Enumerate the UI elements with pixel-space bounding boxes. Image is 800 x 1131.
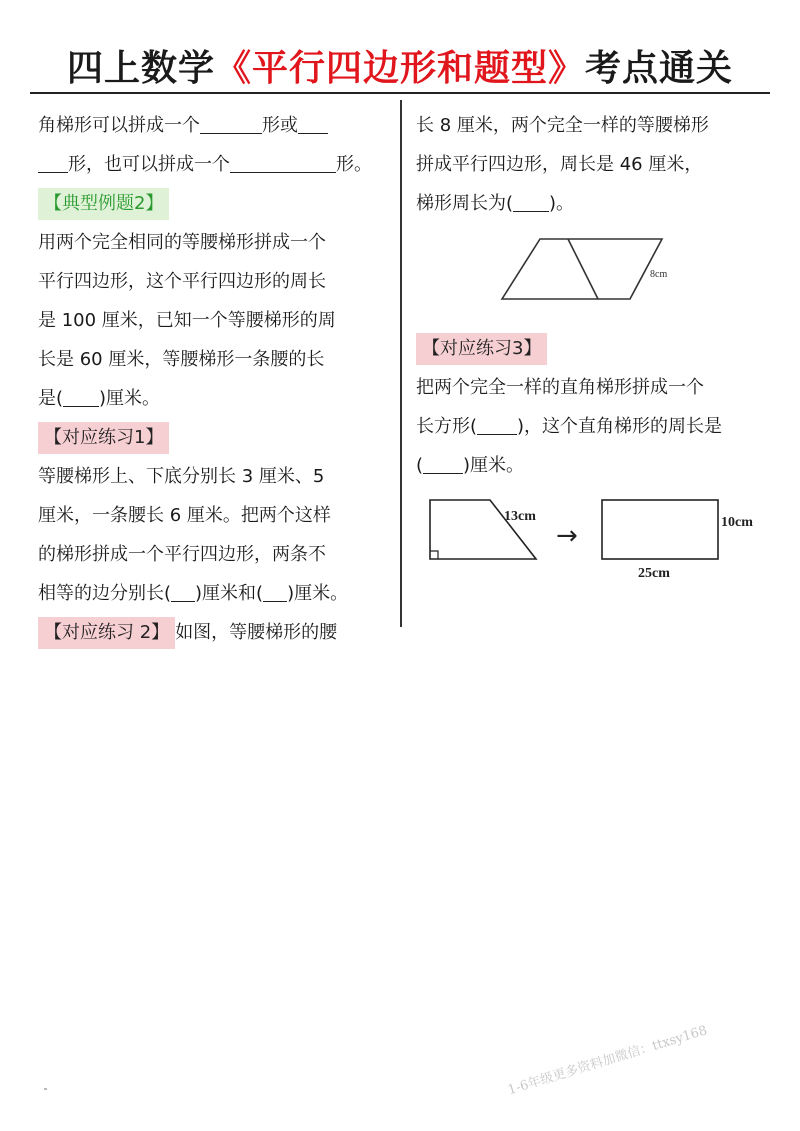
title-highlight: 《平行四边形和题型》 [214, 48, 585, 89]
title-prefix: 四上数学 [66, 48, 215, 89]
arrow-icon: → [556, 521, 578, 551]
question-text: )，这个直角梯形的周长是 [517, 416, 723, 437]
trapezoid-split-line [568, 239, 598, 299]
example2-line: 平行四边形，这个平行四边形的周长 [38, 271, 326, 292]
answer-blank [230, 150, 336, 173]
rect-height-label: 10cm [721, 515, 753, 530]
practice1-answer-line [38, 574, 394, 613]
question-text: 是( [38, 388, 64, 409]
practice1-line: 厘米，一条腰长 6 厘米。把两个这样 [38, 505, 331, 526]
practice1-line: 等腰梯形上、下底分别长 3 厘米、5 [38, 466, 325, 487]
question-text: 相等的边分别长( [38, 583, 172, 604]
intro-line-1 [38, 106, 394, 145]
example2-answer-line [38, 379, 394, 418]
title-suffix: 考点通关 [585, 48, 734, 89]
practice2-tag: 【对应练习 2】 [38, 617, 175, 649]
answer-blank [263, 579, 287, 602]
practice3-header [416, 329, 772, 368]
practice2-line: 拼成平行四边形，周长是 46 厘米， [416, 154, 703, 175]
page-title [0, 40, 800, 91]
question-text: ( [416, 455, 424, 476]
answer-blank [298, 111, 328, 134]
question-text: )厘米。 [287, 583, 349, 604]
answer-blank [38, 150, 68, 173]
parallelogram-figure [416, 223, 772, 329]
question-text: )厘米。 [463, 455, 525, 476]
answer-blank [513, 189, 549, 212]
answer-blank [423, 451, 463, 474]
rect-width-label: 25cm [638, 566, 670, 580]
practice3-line [416, 407, 772, 446]
question-text: 长方形( [416, 416, 478, 437]
practice1-header [38, 418, 394, 457]
example2-tag: 【典型例题2】 [38, 188, 169, 220]
right-column [416, 106, 772, 580]
example2-line: 是 100 厘米，已知一个等腰梯形的周 [38, 310, 336, 331]
answer-blank [63, 384, 99, 407]
right-angle-mark [430, 551, 438, 559]
answer-blank [477, 412, 517, 435]
practice2-text: 如图，等腰梯形的腰 [175, 622, 338, 643]
example2-line: 长是 60 厘米，等腰梯形一条腰的长 [38, 349, 325, 370]
practice2-line: 长 8 厘米，两个完全一样的等腰梯形 [416, 115, 709, 136]
answer-blank [200, 111, 262, 134]
practice2-answer-line [416, 184, 772, 223]
practice1-line: 的梯形拼成一个平行四边形，两条不 [38, 544, 326, 565]
left-column [38, 106, 394, 652]
column-divider [400, 100, 402, 627]
practice3-answer-line [416, 446, 772, 485]
practice2-header [38, 613, 394, 652]
intro-text: 形。 [336, 154, 372, 175]
scan-speck [44, 1088, 47, 1090]
intro-text: 形，也可以拼成一个 [68, 154, 230, 175]
rectangle-outline [602, 500, 718, 559]
answer-blank [171, 579, 195, 602]
intro-line-2 [38, 145, 394, 184]
practice1-tag: 【对应练习1】 [38, 422, 169, 454]
watermark-text: 1-6年级更多资料加微信：ttxsy168 [506, 1023, 710, 1099]
question-text: )。 [549, 193, 575, 214]
question-text: )厘米和( [195, 583, 264, 604]
slant-side-label: 13cm [504, 509, 536, 524]
practice3-tag: 【对应练习3】 [416, 333, 547, 365]
intro-text: 角梯形可以拼成一个 [38, 115, 200, 136]
parallelogram-outline [502, 239, 662, 299]
practice3-line: 把两个完全一样的直角梯形拼成一个 [416, 377, 704, 398]
question-text: )厘米。 [99, 388, 161, 409]
example2-line: 用两个完全相同的等腰梯形拼成一个 [38, 232, 326, 253]
side-length-label: 8cm [650, 269, 668, 280]
example2-header [38, 184, 394, 223]
question-text: 梯形周长为( [416, 193, 514, 214]
intro-text: 形或 [262, 115, 298, 136]
right-trapezoid-figure [416, 485, 772, 580]
title-underline [30, 92, 770, 94]
